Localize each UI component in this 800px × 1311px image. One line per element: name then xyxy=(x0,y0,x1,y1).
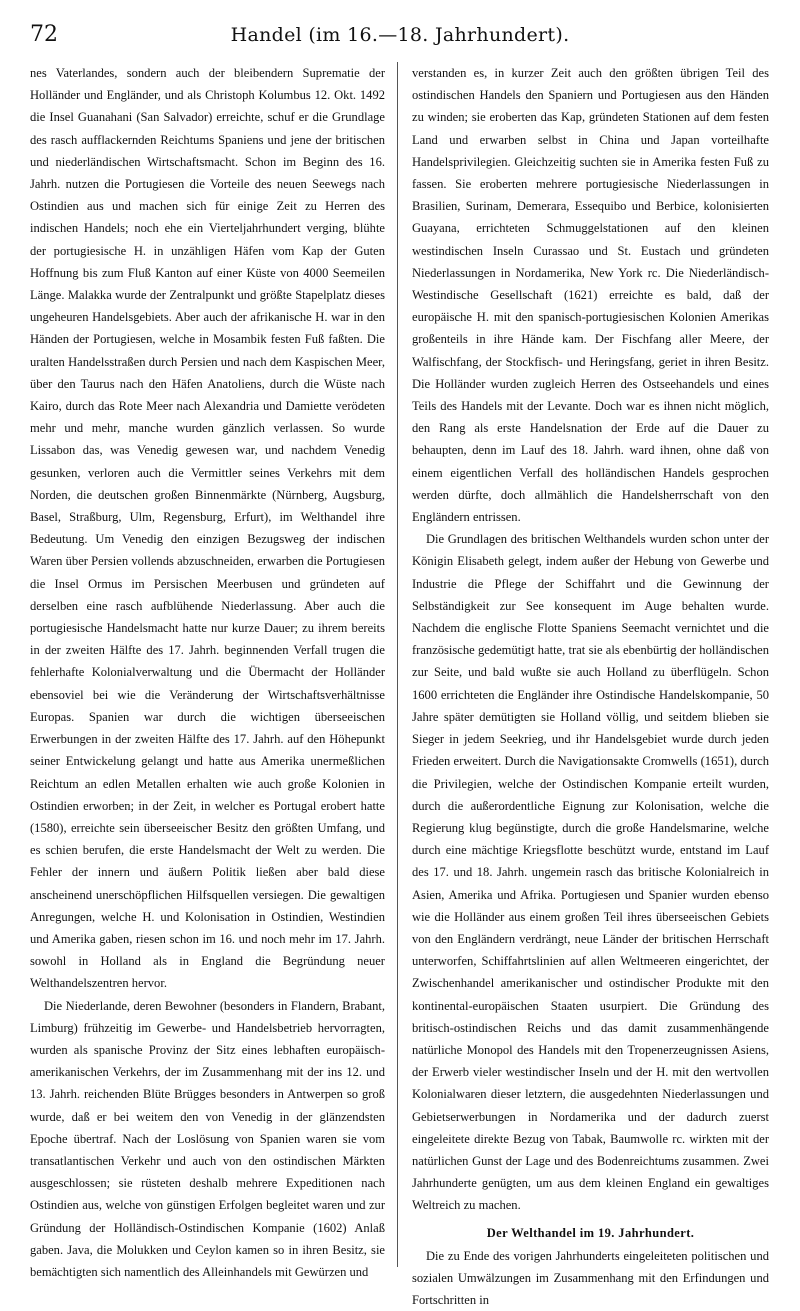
section-heading: Der Welthandel im 19. Jahrhundert. xyxy=(486,1225,695,1240)
page-header xyxy=(30,22,770,52)
paragraph: verstanden es, in kurzer Zeit auch den größten übrigen Teil des ostindischen Handels den Spaniern und Portugiesen aus den Händen zu winden; sie eroberten das Kap, gründeten Stationen auf dem festen Land und erwarben selbst in China und Japan vorteilhafte Handelsprivilegien. Gleichzeitig suchten sie in Amerika festen Fuß zu fassen. Sie eroberten mehrere portugiesische Niederlassungen in Brasilien, Surinam, Demerara, Essequibo und Berbice, kolonisierten Guayana, errichteten Schmuggelstationen auf den kleinen westindischen Inseln Curassao und St. Eustach und gründeten Niederlassungen in Nordamerika, New York rc. Die Niederländisch-Westindische Gesellschaft (1621) erreichte es bald, daß der europäische H. mit den spanisch-portugiesischen Kolonien Amerikas großenteils in ihre Hände kam. Der Fischfang aller Meere, der Walfischfang, der Stockfisch- und Heringsfang, geriet in ihren Besitz. Die Holländer wurden zugleich Herren des Ostseehandels und eines Teils des Handels mit der Levante. Doch war es ihnen nicht möglich, den Rang als erste Handelsnation der Erde auf die Dauer zu behaupten, denn im Lauf des 18. Jahrh. ward ihnen, ohne daß von einem eigentlichen Verfall des holländischen Handels gesprochen werden dürfte, doch allmählich die Handelsherrschaft von den Engländern entrissen. xyxy=(412,66,769,525)
running-title: Handel (im 16.—18. Jahrhundert). xyxy=(230,24,570,46)
left-column xyxy=(30,62,385,1283)
paragraph: Die Grundlagen des britischen Welthandels wurden schon unter der Königin Elisabeth gelegt, indem außer der Hebung von Gewerbe und Industrie die Pflege der Schiffahrt und die Gewinnung der Selbständigkeit zur See konsequent im Auge behalten wurde. Nachdem die englische Flotte Spaniens Seemacht vernichtet und die französische gedemütigt hatte, trat sie als ebenbürtig der holländischen zur Seite, und bald wußte sie auch Holland zu überflügeln. Schon 1600 errichteten die Engländer ihre Ostindische Handelskompanie, 50 Jahre später demütigten sie Holland völlig, und seitdem blieben sie Sieger in jedem Seekrieg, und ihr Handelsgebiet wurde durch jeden Frieden erweitert. Durch die Navigationsakte Cromwells (1651), durch die Privilegien, welche der Ostindischen Kompanie erteilt wurden, durch die außerordentliche Eignung zur Kolonisation, welche die Regierung klug begünstigte, durch die große Handelsmarine, welche durch eine mächtige Kriegsflotte beschützt wurde, entstand im Lauf des 17. und 18. Jahrh. ungemein rasch das britische Kolonialreich in Asien, Amerika und Afrika. Portugiesen und Spanier wurden ebenso wie die Holländer aus einem großen Teil ihres überseeischen Gebiets von den Engländern verdrängt, neue Länder der britischen Herrschaft unterworfen, Schiffahrtslinien auf allen Weltmeeren eingerichtet, der Zwischenhandel amerikanischer und ostindischer Produkte mit den kontinental-europäischen Staaten usurpiert. Die Gründung des britisch-ostindischen Reichs und das damit zusammenhängende natürliche Monopol des Handels mit den Tropenerzeugnissen Asiens, der Erwerb vieler westindischer Inseln und der H. mit den wertvollen Kolonialwaren dieser letztern, die ausgedehnten Niederlassungen und Gebietserwerbungen in Nordamerika und der dadurch zuerst eingeleitete direkte Bezug von Tabak, Baumwolle rc. wirkten mit der natürlichen Gunst der Lage und des Bodenreichtums zusammen. Zwei Jahrhunderte genügten, um aus dem kleinen England ein gewaltiges Weltreich zu machen. xyxy=(412,532,769,1213)
paragraph: nes Vaterlandes, sondern auch der bleibendern Suprematie der Holländer und Engländer, und als Christoph Kolumbus 12. Okt. 1492 die Insel Guanahani (San Salvador) erreichte, schuf er die Grundlage des rasch aufflackernden Reichtums Spaniens und jene der britischen und niederländischen Wirtschaftsmacht. Schon im Beginn des 16. Jahrh. nutzen die Portugiesen die Vorteile des neuen Seewegs nach Ostindien aus und machen sich für einige Zeit zu Herren des indischen Handels; noch ehe ein Vierteljahrhundert verging, blühte der portugiesische H. in unzähligen Häfen vom Kap der Guten Hoffnung bis zum Fluß Kanton auf einer Küste von 4000 Seemeilen Länge. Malakka wurde der Zentralpunkt und größte Stapelplatz dieses ungeheuren Handelsgebiets. Aber auch der afrikanische H. war in den Händen der Portugiesen, welche in Mosambik festen Fuß faßten. Die uralten Handelsstraßen durch Persien und nach dem Kaspischen Meer, über den Taurus nach den Häfen Anatoliens, durch die Wüste nach Kairo, durch das Rote Meer nach Alexandria und Damiette verödeten mehr und mehr, manche wurden gänzlich verlassen. So wurde Lissabon das, was Venedig gewesen war, und nachdem Venedig gesunken, verloren auch die Vermittler seines Verkehrs mit dem Norden, die deutschen großen Binnenmärkte (Nürnberg, Augsburg, Basel, Straßburg, Ulm, Regensburg, Erfurt), im Welthandel ihre Bedeutung. Um Venedig den einzigen Bezugsweg der indischen Waren über Persien vollends abzuschneiden, erwarben die Portugiesen die Insel Ormus im Persischen Meerbusen und gründeten auf derselben eine rasch aufblühende Niederlassung. Aber auch die portugiesische Handelsmacht hatte nur kurze Dauer; zu ihrem bereits in der zweiten Hälfte des 17. Jahrh. beginnenden Verfall trugen die fehlerhafte Kolonialverwaltung und die Übermacht der Holländer ebensoviel bei wie die Veränderung der Wirtschaftsverhältnisse Europas. Spanien war durch die wichtigen überseeischen Erwerbungen in der zweiten Hälfte des 17. Jahrh. auf den Höhepunkt seiner Entwickelung gelangt und hatte aus Amerika unermeßlichen Reichtum an edlen Metallen erhalten wie auch große Kolonien in Ostindien erworben; in der Zeit, in welcher es Portugal erobert hatte (1580), erreichte sein überseeischer Besitz den größten Umfang, und es schien berufen, die erste Handelsmacht der Welt zu werden. Die Fehler der innern und äußern Politik ließen aber bald diese anscheinend unerschöpflichen Hilfsquellen versiegen. Die gewaltigen Anregungen, welche H. und Kolonisation in Ostindien, Westindien und Amerika gaben, riesen schon im 16. und noch mehr im 17. Jahrh. sowohl in Holland als in England die Begründung neuer Welthandelszentren hervor. xyxy=(30,66,385,991)
page-number: 72 xyxy=(30,22,58,47)
paragraph: Die Niederlande, deren Bewohner (besonders in Flandern, Brabant, Limburg) frühzeitig im Gewerbe- und Handelsbetrieb hervorragten, wurden als spanische Provinz der Sitz eines lebhaften europäisch-amerikanischen Verkehrs, der im Zusammenhang mit der ins 12. und 13. Jahrh. reichenden Blüte Brügges besonders in Antwerpen so groß wurde, daß er bei weitem den von Venedig in der glänzendsten Epoche übertraf. Nach der Loslösung von Spanien waren sie vom transatlantischen Verkehr und auch von den ostindischen Märkten ausgeschlossen; sie rüsteten deshalb mehrere Expeditionen nach Ostindien aus, welche von günstigen Erfolgen begleitet waren und zur Gründung der Holländisch-Ostindischen Kompanie (1602) Anlaß gaben. Java, die Molukken und Ceylon kamen so in ihren Besitz, sie bemächtigten sich namentlich des Alleinhandels mit Gewürzen und xyxy=(30,998,385,1279)
column-divider xyxy=(397,62,398,1267)
paragraph: Die zu Ende des vorigen Jahrhunderts eingeleiteten politischen und sozialen Umwälzungen im Zusammenhang mit den Erfindungen und Fortschritten in xyxy=(412,1248,769,1307)
right-column xyxy=(412,62,769,1311)
